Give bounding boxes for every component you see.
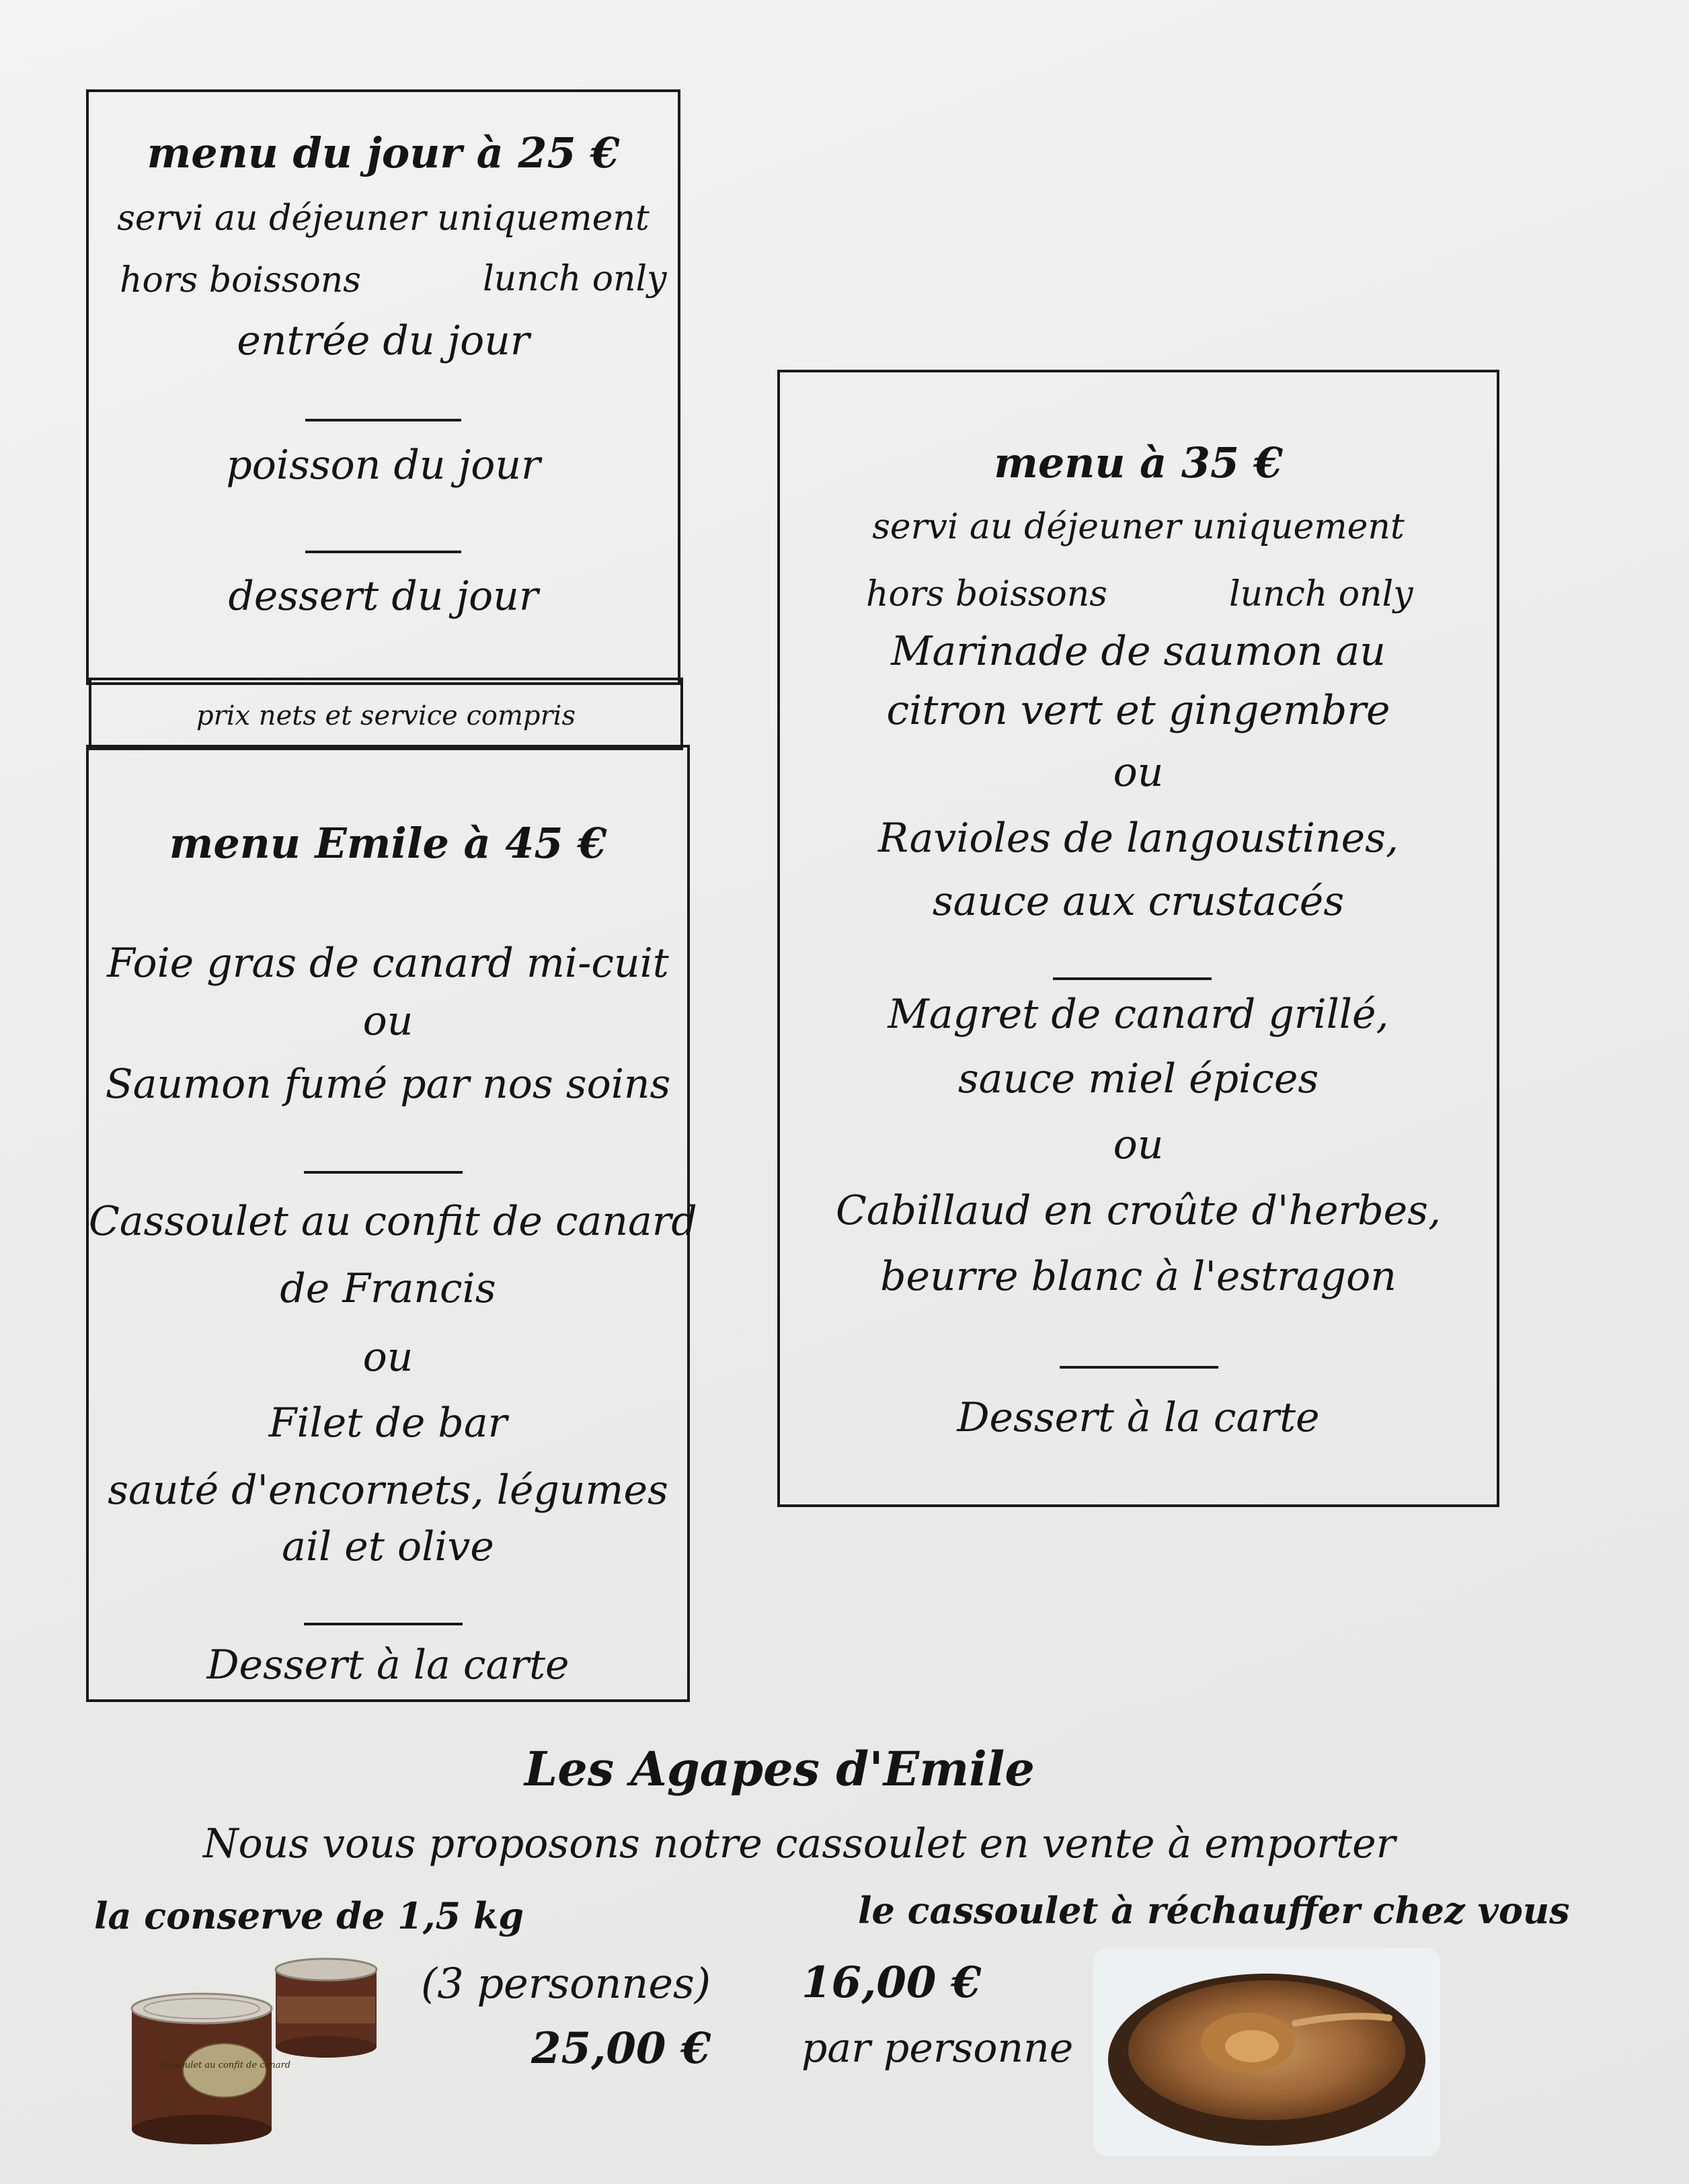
- can-front: [132, 1994, 290, 2144]
- menu-emile-title: menu Emile à 45 €: [169, 819, 607, 868]
- menu-du-jour-title: menu du jour à 25 €: [147, 128, 620, 177]
- can-label: la conserve de 1,5 kg: [94, 1894, 524, 1937]
- course-separator: [305, 551, 461, 553]
- can-label-text: Cassoulet au confit de canard: [158, 2060, 291, 2070]
- menu-emile-line: Foie gras de canard mi-cuit: [107, 940, 669, 987]
- menu-35-line: ou: [1113, 1121, 1164, 1168]
- takeaway-intro: Nous vous proposons notre cassoulet en vente à emporter: [203, 1820, 1396, 1867]
- menu-du-jour-note: servi au déjeuner uniquement: [117, 198, 650, 239]
- menu-emile-line: ail et olive: [282, 1523, 494, 1570]
- course-separator: [1060, 1366, 1218, 1369]
- menu-emile-line: ou: [362, 998, 414, 1045]
- menu-35-line: Cabillaud en croûte d'herbes,: [835, 1187, 1442, 1234]
- menu-35-drinks: hors boissons: [866, 574, 1107, 614]
- menu-du-jour-box: [86, 89, 680, 685]
- menu-35-box: [777, 370, 1499, 1507]
- course-separator: [304, 1171, 463, 1174]
- menu-35-line: citron vert et gingembre: [886, 687, 1390, 734]
- menu-emile-line: Dessert à la carte: [206, 1642, 569, 1689]
- course-separator: [1053, 977, 1212, 980]
- dish-price: 16,00 €: [801, 1957, 982, 2008]
- can-back: [276, 1959, 377, 2058]
- menu-du-jour-course: poisson du jour: [226, 442, 541, 489]
- cassoulet-can-image: [121, 1956, 390, 2151]
- menu-35-title: menu à 35 €: [994, 438, 1283, 487]
- menu-du-jour-drinks: hors boissons: [120, 260, 361, 300]
- menu-du-jour-course: entrée du jour: [237, 317, 530, 364]
- menu-emile-line: ou: [362, 1334, 414, 1381]
- prices-note-box: [89, 678, 683, 750]
- menu-emile-box: [86, 745, 697, 1702]
- menu-35-note: servi au déjeuner uniquement: [872, 507, 1405, 547]
- menu-emile-line: Saumon fumé par nos soins: [105, 1061, 671, 1108]
- menu-emile-line: Cassoulet au confit de canard: [89, 1198, 697, 1245]
- menu-du-jour-lunch: lunch only: [483, 259, 667, 299]
- menu-35-line: ou: [1113, 749, 1164, 796]
- menu-35-line: Ravioles de langoustines,: [878, 815, 1399, 862]
- menu-35-line: sauce miel épices: [957, 1055, 1319, 1102]
- menu-35-line: sauce aux crustacés: [932, 878, 1345, 925]
- menu-emile-line: Filet de bar: [268, 1400, 508, 1447]
- prices-note: prix nets et service compris: [196, 700, 576, 731]
- menu-35-line: Dessert à la carte: [957, 1394, 1320, 1441]
- menu-35-lunch: lunch only: [1229, 574, 1413, 614]
- can-people: (3 personnes): [421, 1959, 711, 2008]
- dish-label: le cassoulet à réchauffer chez vous: [858, 1889, 1570, 1932]
- course-separator: [304, 1623, 463, 1625]
- menu-emile-line: sauté d'encornets, légumes: [108, 1467, 668, 1514]
- menu-du-jour-course: dessert du jour: [228, 573, 539, 620]
- menu-35-line: beurre blanc à l'estragon: [880, 1253, 1397, 1300]
- dish-unit: par personne: [801, 2025, 1074, 2072]
- menu-35-line: Marinade de saumon au: [891, 628, 1386, 675]
- menu-emile-line: de Francis: [280, 1265, 496, 1312]
- menu-35-line: Magret de canard grillé,: [888, 991, 1389, 1038]
- takeaway-title: Les Agapes d'Emile: [524, 1741, 1035, 1797]
- can-price: 25,00 €: [531, 2023, 711, 2074]
- course-separator: [305, 419, 461, 421]
- cassoulet-dish-image: [1093, 1948, 1440, 2156]
